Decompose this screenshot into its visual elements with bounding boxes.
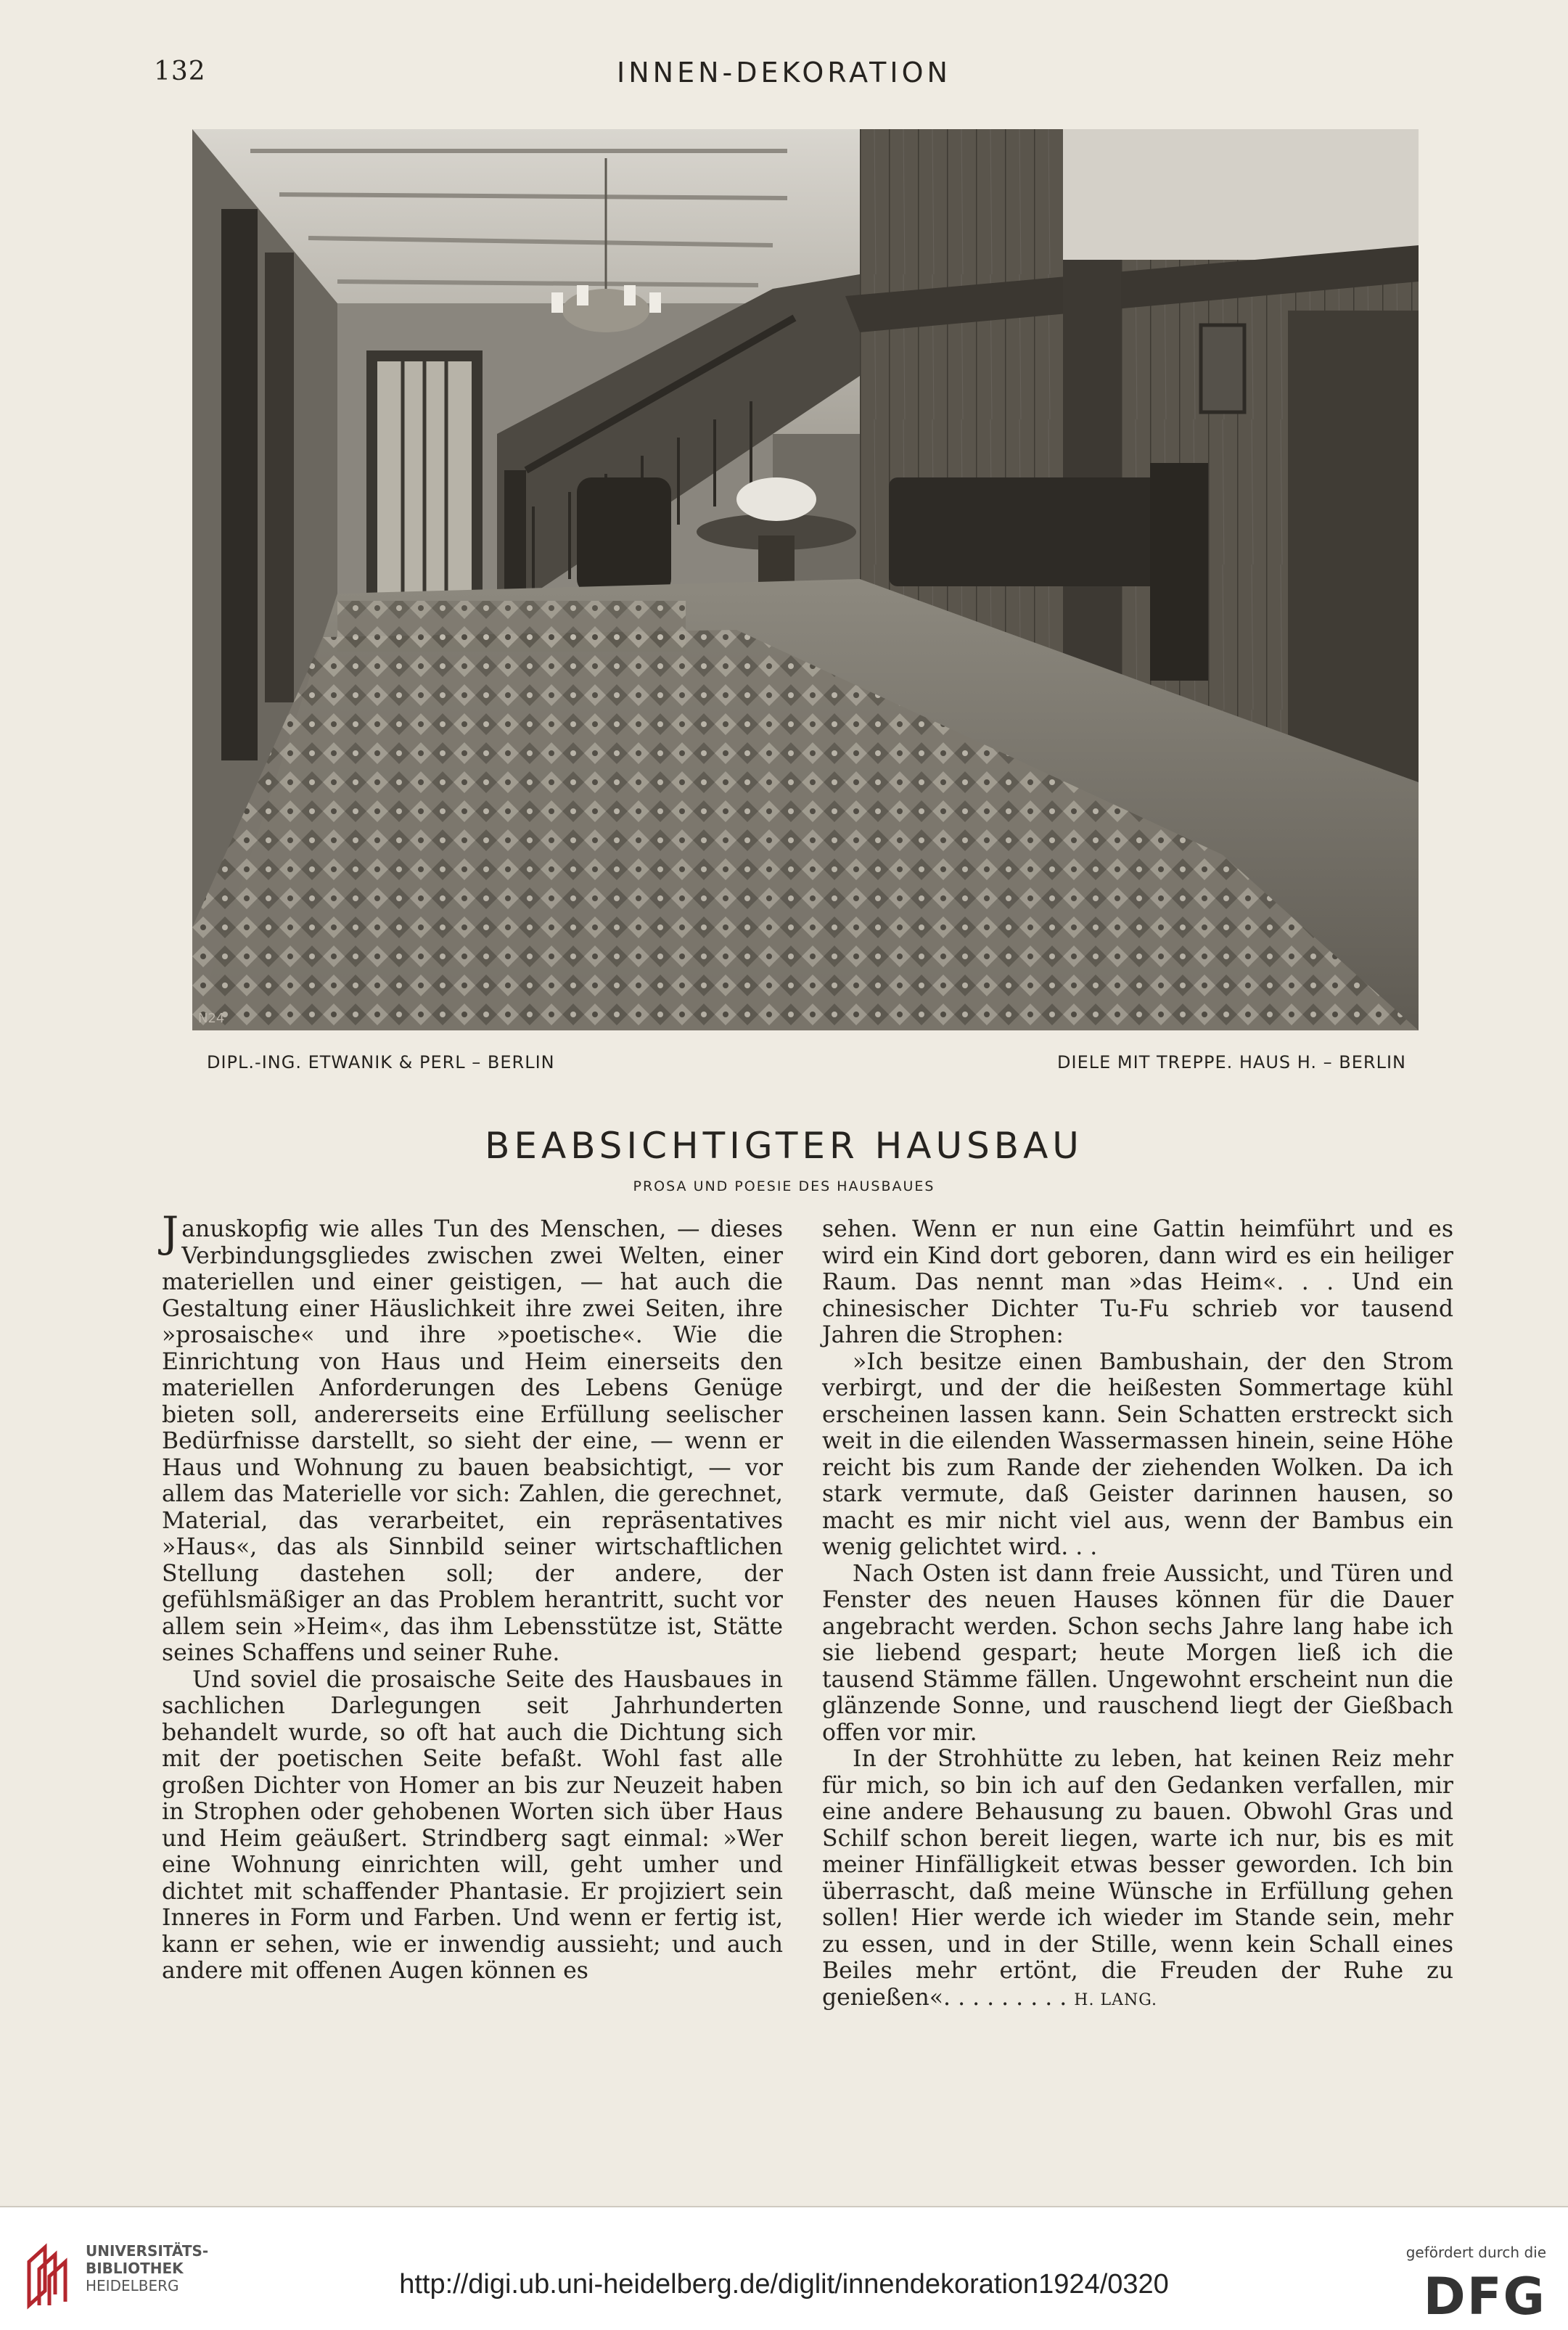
funding-note: gefördert durch die	[1405, 2244, 1546, 2261]
article-subtitle: PROSA UND POESIE DES HAUSBAUES	[633, 1178, 935, 1194]
paragraph-final	[822, 1746, 1453, 2014]
paragraph-final-text: In der Strohhütte zu leben, hat keinen Reiz mehr für mich, so bin ich auf den Gedanken verfallen, mir eine andere Behausung zu bauen. Obwohl Gras und Schilf schon bereit liegen, warte ich nur, bis es mit meiner Hinfälligkeit etwas besser geworden. Ich bin überrascht, daß meine Wünsche in Erfüllung gehen sollen! Hier werde ich wieder im Stande sein, mehr zu essen, und in der Stille, wenn kein Schall eines Beiles mehr ertönt, die Freuden der Ruhe zu genießen«. . . . . . . . .	[822, 1746, 1453, 2011]
photo-caption-architect: DIPL.-ING. ETWANIK & PERL – BERLIN	[207, 1052, 555, 1072]
paragraph: Und soviel die prosaische Seite des Hausbaues in sachlichen Darlegungen seit Jahrhunderten behandelt wurde, so oft hat auch die Dichtung sich mit der poetischen Seite befaßt. Wohl fast alle großen Dichter von Homer an bis zur Neuzeit haben in Strophen oder gehobenen Worten sich über Haus und Heim geäußert. Strindberg sagt einmal: »Wer eine Wohnung einrichten will, geht umher und dichtet mit schaffender Phantasie. Er projiziert sein Inneres in Form und Farben. Und wenn er fertig ist, kann er sehen, wie er inwendig aussieht; und auch andere mit offenen Augen können es	[162, 1666, 783, 1984]
interior-photograph	[192, 129, 1419, 1030]
paragraph: »Ich besitze einen Bambushain, der den Strom verbirgt, und der die heißesten Sommertage kühl erscheinen lassen kann. Sein Schatten erstreckt sich weit in die eilenden Wassermassen hinein, seine Höhe reicht bis zum Rande der ziehenden Wolken. Da ich stark vermute, daß Geister darinnen hausen, so macht es mir nicht viel aus, wenn der Bambus ein wenig gelichtet wird. . .	[822, 1348, 1453, 1560]
journal-title: INNEN-DEKORATION	[617, 57, 951, 89]
footer-bar	[0, 2207, 1568, 2330]
paragraph: Januskopfig wie alles Tun des Menschen, — dieses Verbindungsgliedes zwischen zwei Welten, einer materiellen und einer geistigen, — hat auch die Gestaltung einer Häuslichkeit ihre zwei Seiten, ihre »prosaische« und ihre »poetische«. Wie die Einrichtung von Haus und Heim einerseits den materiellen Anforderungen des Lebens Genüge bieten soll, andererseits eine Erfüllung seelischer Bedürfnisse darstellt, so sieht der eine, — wenn er Haus und Wohnung zu bauen beabsichtigt, — vor allem das Materielle vor sich: Zahlen, die gerechnet, Material, das verarbeitet, ein repräsentatives »Haus«, das als Sinnbild seiner wirtschaftlichen Stellung dastehen soll; der andere, der gefühlsmäßiger an das Problem herantritt, sucht vor allem sein »Heim«, das ihm Lebensstütze ist, Stätte seines Schaffens und seiner Ruhe.	[162, 1207, 783, 1666]
library-line: UNIVERSITÄTS-	[86, 2242, 209, 2260]
library-line: HEIDELBERG	[86, 2277, 179, 2294]
photo-caption-title: DIELE MIT TREPPE. HAUS H. – BERLIN	[1057, 1052, 1406, 1072]
page-number: 132	[154, 57, 206, 86]
dfg-logo: DFG	[1423, 2267, 1546, 2326]
photo-plate-number: N24	[198, 1011, 225, 1026]
library-line: BIBLIOTHEK	[86, 2260, 184, 2277]
article-title: BEABSICHTIGTER HAUSBAU	[485, 1125, 1083, 1167]
author-signature: H. LANG.	[1074, 1990, 1157, 2009]
text-column-left	[162, 1207, 783, 1985]
paragraph: Nach Osten ist dann freie Aussicht, und Türen und Fenster des neuen Hauses können für die Dauer angebracht werden. Schon sechs Jahre lang habe ich sie liebend gespart; heute Morgen ließ ich die tausend Stämme fällen. Ungewohnt erscheint nun die glänzende Sonne, und rauschend liegt der Gießbach offen vor mir.	[822, 1560, 1453, 1746]
running-head	[0, 57, 1568, 93]
paragraph: sehen. Wenn er nun eine Gattin heimführt und es wird ein Kind dort geboren, dann wird es ein heiliger Raum. Das nennt man »das Heim«. . . Und ein chinesischer Dichter Tu-Fu schrieb vor tausend Jahren die Strophen:	[822, 1216, 1453, 1348]
text-column-right	[822, 1216, 1453, 2014]
permalink-url[interactable]: http://digi.ub.uni-heidelberg.de/diglit/innendekoration1924/0320	[399, 2269, 1169, 2300]
